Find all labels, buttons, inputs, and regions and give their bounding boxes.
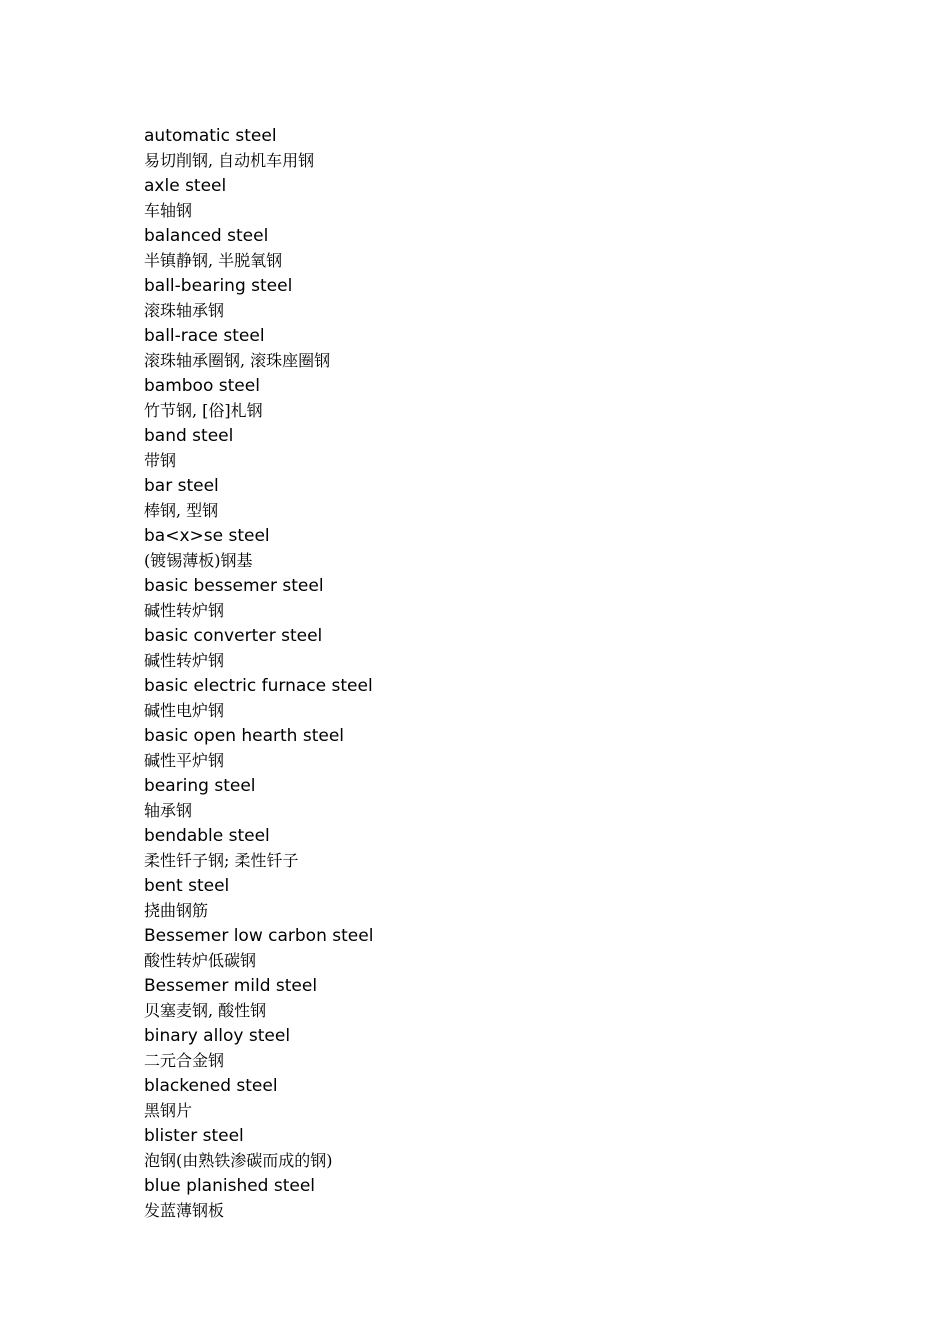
entry-gloss: 黑钢片 (144, 1101, 193, 1120)
entry-gloss: 半镇静钢, 半脱氧钢 (144, 251, 283, 270)
entry-term: band steel (144, 426, 234, 446)
glossary-entry (144, 324, 844, 374)
entry-term: Bessemer low carbon steel (144, 926, 374, 946)
entry-gloss: 滚珠轴承钢 (144, 301, 225, 320)
entry-gloss: 柔性钎子钢; 柔性钎子 (144, 851, 299, 870)
glossary-entry (144, 174, 844, 224)
glossary-entry (144, 224, 844, 274)
entry-term: bar steel (144, 476, 219, 496)
glossary-entry (144, 624, 844, 674)
glossary-entry (144, 674, 844, 724)
entry-term: balanced steel (144, 226, 269, 246)
glossary-entry (144, 574, 844, 624)
entry-gloss: 易切削钢, 自动机车用钢 (144, 151, 315, 170)
glossary-entry (144, 424, 844, 474)
entry-gloss: 碱性电炉钢 (144, 701, 225, 720)
glossary-entry (144, 774, 844, 824)
entry-term: bent steel (144, 876, 230, 896)
entry-gloss: (镀锡薄板)钢基 (144, 551, 253, 570)
glossary-entry (144, 824, 844, 874)
entry-gloss: 发蓝薄钢板 (144, 1201, 225, 1220)
glossary-entry (144, 1074, 844, 1124)
entry-gloss: 棒钢, 型钢 (144, 501, 219, 520)
entry-term: blue planished steel (144, 1176, 316, 1196)
entry-gloss: 酸性转炉低碳钢 (144, 951, 257, 970)
entry-term: bendable steel (144, 826, 270, 846)
entry-term: basic electric furnace steel (144, 676, 373, 696)
entry-term: ba<x>se steel (144, 526, 270, 546)
glossary-entry (144, 724, 844, 774)
entry-term: basic bessemer steel (144, 576, 324, 596)
glossary-entry (144, 374, 844, 424)
entry-term: basic converter steel (144, 626, 323, 646)
glossary-entry (144, 874, 844, 924)
entry-term: automatic steel (144, 126, 277, 146)
entry-gloss: 碱性转炉钢 (144, 651, 225, 670)
glossary-entry (144, 124, 844, 174)
entry-gloss: 贝塞麦钢, 酸性钢 (144, 1001, 267, 1020)
entry-gloss: 带钢 (144, 451, 177, 470)
entry-term: Bessemer mild steel (144, 976, 318, 996)
glossary-entry (144, 1024, 844, 1074)
entry-term: ball-race steel (144, 326, 265, 346)
entry-term: ball-bearing steel (144, 276, 293, 296)
entry-gloss: 挠曲钢筋 (144, 901, 209, 920)
entry-gloss: 滚珠轴承圈钢, 滚珠座圈钢 (144, 351, 331, 370)
glossary-entry (144, 474, 844, 524)
glossary-entry (144, 924, 844, 974)
glossary-entry (144, 1124, 844, 1174)
entry-term: bearing steel (144, 776, 256, 796)
entry-gloss: 车轴钢 (144, 201, 193, 220)
glossary-entry (144, 1174, 844, 1224)
entry-term: blackened steel (144, 1076, 278, 1096)
entry-gloss: 轴承钢 (144, 801, 193, 820)
entry-gloss: 竹节钢, [俗]札钢 (144, 401, 263, 420)
glossary-page (144, 124, 844, 1224)
entry-gloss: 碱性平炉钢 (144, 751, 225, 770)
glossary-entry (144, 274, 844, 324)
entry-term: blister steel (144, 1126, 244, 1146)
entry-term: bamboo steel (144, 376, 260, 396)
glossary-entry (144, 524, 844, 574)
entry-gloss: 碱性转炉钢 (144, 601, 225, 620)
entry-term: basic open hearth steel (144, 726, 345, 746)
entry-term: axle steel (144, 176, 227, 196)
glossary-entry (144, 974, 844, 1024)
entry-gloss: 泡钢(由熟铁渗碳而成的钢) (144, 1151, 333, 1170)
entry-term: binary alloy steel (144, 1026, 291, 1046)
entry-gloss: 二元合金钢 (144, 1051, 225, 1070)
